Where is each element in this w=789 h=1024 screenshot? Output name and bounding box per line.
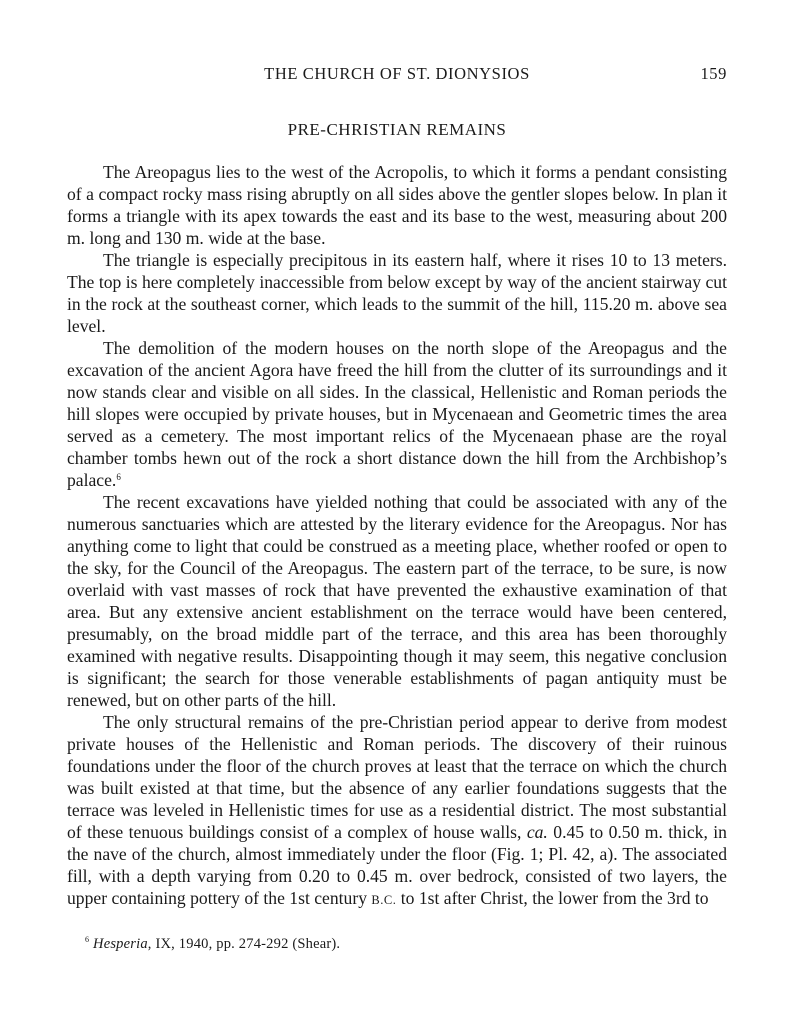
bc-abbreviation: B.C. [371, 893, 397, 907]
paragraph-5-text-c: to 1st after Christ, the lower from the 3rd to [400, 888, 709, 908]
paragraph-3-text: The demolition of the modern houses on the north slope of the Areopagus and the excavation of the ancient Agora have freed the hill from the clutter of its surroundings and it now stands clear and visible on all sides. In the classical, Hellenistic and Roman periods the hill slopes were occupied by private houses, but in Mycenaean and Geometric times the area served as a cemetery. The most important relics of the Mycenaean phase are the royal chamber tombs hewn out of the rock a short distance down the hill from the Archbishop’s palace. [67, 338, 727, 490]
footnote-text: , IX, 1940, pp. 274-292 (Shear). [147, 936, 341, 952]
paragraph-5-text-b: 0.45 to 0.50 m. thick, in the nave of the church, almost immediately under the floor (Fig. 1; Pl. 42, a). The associated fill, with a depth varying from 0.20 to 0.45 m. over bedrock, consisted of two layers, the upper containing pottery of the 1st century [67, 822, 727, 908]
paragraph-1: The Areopagus lies to the west of the Acropolis, to which it forms a pendant consisting of a compact rocky mass rising abruptly on all sides above the gentler slopes below. In plan it forms a triangle with its apex towards the east and its base to the west, measuring about 200 m. long and 130 m. wide at the base. [67, 162, 727, 248]
body-text [67, 161, 727, 911]
paragraph-3 [67, 337, 727, 491]
footnote-reference: 6 [116, 472, 121, 482]
paragraph-2: The triangle is especially precipitous in its eastern half, where it rises 10 to 13 meters. The top is here completely inaccessible from below except by way of the ancient stairway cut in the rock at the southeast corner, which leads to the summit of the hill, 115.20 m. above sea level. [67, 250, 727, 336]
section-title: PRE-CHRISTIAN REMAINS [287, 120, 507, 139]
footnote [85, 936, 340, 953]
paragraph-4: The recent excavations have yielded nothing that could be associated with any of the numerous sanctuaries which are attested by the literary evidence for the Areopagus. Nor has anything come to light that could be construed as a meeting place, whether roofed or open to the sky, for the Council of the Areopagus. The eastern part of the terrace, to be sure, is now overlaid with vast masses of rock that have prevented the exhaustive examination of that area. But any extensive ancient establishment on the terrace would have been centered, presumably, on the broad middle part of the terrace, and this area has been thoroughly examined with negative results. Disappointing though it may seem, this negative conclusion is significant; the search for those venerable establishments of pagan antiquity must be renewed, but on other parts of the hill. [67, 492, 727, 710]
running-title: THE CHURCH OF ST. DIONYSIOS [264, 64, 530, 83]
paragraph-5 [67, 711, 727, 911]
running-header [67, 56, 727, 88]
footnote-marker: 6 [85, 935, 90, 944]
paragraph-5-text-a: The only structural remains of the pre-Christian period appear to derive from modest private houses of the Hellenistic and Roman periods. The discovery of their ruinous foundations under the floor of the church proves at least that the terrace on which the church was built existed at that time, but the absence of any earlier foundations suggests that the terrace was leveled in Hellenistic times for use as a residential district. The most substantial of these tenuous buildings consist of a complex of house walls, [67, 712, 727, 842]
document-page [67, 56, 727, 952]
circa-abbreviation: ca. [526, 822, 548, 842]
footnote-journal: Hesperia [93, 936, 148, 952]
page-number: 159 [700, 64, 727, 83]
